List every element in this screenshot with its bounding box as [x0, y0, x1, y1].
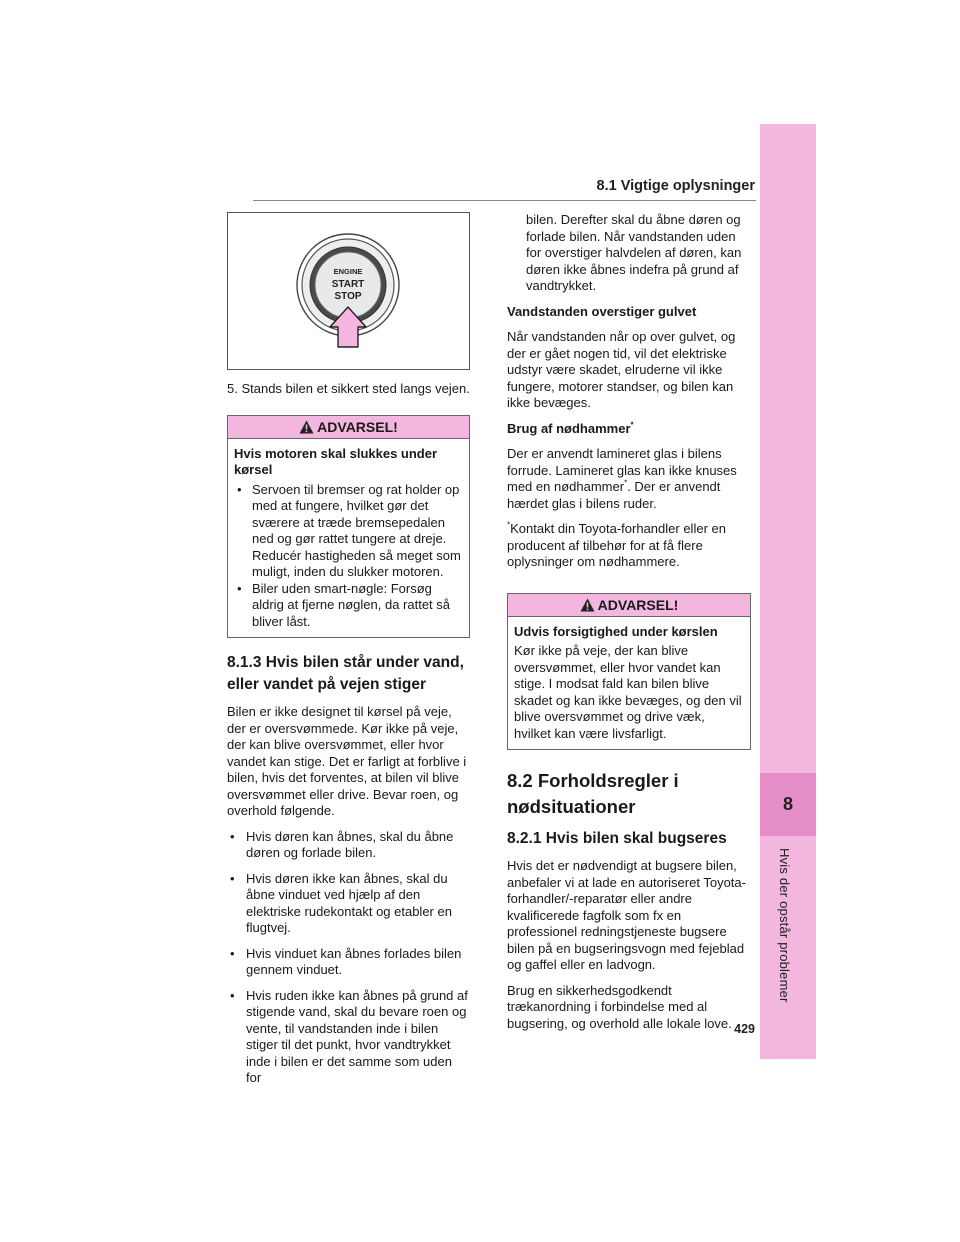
- heading-8-1-3: 8.1.3 Hvis bilen står under vand, eller vandet på vejen stiger: [227, 654, 464, 693]
- warning-item: • Biler uden smart-nøgle: Forsøg aldrig at fjerne nøglen, da rattet så bliver låst.: [234, 581, 463, 631]
- warning-header: [508, 594, 750, 617]
- header-rule: [253, 200, 756, 201]
- warning-header-label: ADVARSEL!: [317, 418, 398, 435]
- emergency-hammer-text-a: Der er anvendt lamineret glas i bilens forrude. Lamineret glas kan ikke knuses med en nødhammer: [507, 446, 737, 494]
- emergency-hammer-paragraph: [507, 446, 751, 512]
- page-number: 429: [734, 1022, 755, 1036]
- list-item: • Hvis vinduet kan åbnes forlades bilen gennem vinduet.: [227, 946, 470, 979]
- warning-list: [234, 482, 463, 631]
- warning-header: [228, 416, 469, 439]
- emergency-hammer-text-b: . Der er anvendt hærdet glas i bilens ruder.: [507, 479, 721, 511]
- footnote-mark: *: [630, 420, 634, 430]
- subheading-emergency-hammer: [507, 421, 751, 438]
- flood-bullet-list: [227, 829, 470, 1087]
- warning-box-driving-caution: [507, 593, 751, 751]
- footnote: [507, 521, 751, 571]
- heading-8-2: 8.2 Forholdsregler i nødsituationer: [507, 770, 679, 817]
- subheading-water-above-floor: Vandstanden overstiger gulvet: [507, 303, 697, 319]
- warning-title: Udvis forsigtighed under kørslen: [514, 623, 718, 639]
- button-label-engine: ENGINE: [333, 267, 363, 276]
- button-label-stop: STOP: [334, 291, 362, 302]
- right-column: [507, 212, 751, 1041]
- subheading-emergency-hammer-text: Brug af nødhammer: [507, 420, 631, 436]
- step-5: 5. Stands bilen et sikkert sted langs vejen.: [227, 381, 470, 396]
- towing-paragraph: Hvis det er nødvendigt at bugsere bilen, anbefaler vi at lade en autoriseret Toyota-forhandler/-reparatør eller andre kvalificerede fagfolk som fx en professionel redningstjeneste bugsere bilen på en bugseringsvogn med fejeblad og gaffel eller en ladvogn.: [507, 858, 746, 972]
- towing-device-paragraph: Brug en sikkerhedsgodkendt trækanordning i forbindelse med al bugsering, og overhold alle lokale love.: [507, 982, 732, 1031]
- button-label-start: START: [331, 279, 365, 290]
- water-above-floor-paragraph: Når vandstanden når op over gulvet, og der er gået nogen tid, vil det elektriske udstyr være skadet, elruderne vil ikke fungere, motorer standser, og bilen kan ikke bevæges.: [507, 329, 736, 410]
- left-column: [227, 212, 470, 1096]
- bullet-continuation: bilen. Derefter skal du åbne døren og forlade bilen. Når vandstanden uden for overstiger halvdelen af døren, kan døren ikke åbnes indefra på grund af vandtrykket.: [526, 212, 742, 293]
- list-item: • Hvis døren kan åbnes, skal du åbne døren og forlade bilen.: [227, 829, 470, 862]
- chapter-title-vertical: Hvis der opstår problemer: [777, 848, 792, 1003]
- flood-intro-paragraph: Bilen er ikke designet til kørsel på veje, der er oversvømmede. Kør ikke på veje, der kan blive oversvømmet, eller hvor vandet kan stige. Det er farligt at forblive i bilen, hvis det forventes, at bilen vil blive oversvømmet eller drive. Bevar roen, og overhold følgende.: [227, 704, 467, 818]
- warning-box-engine-off: [227, 415, 470, 639]
- list-item: • Hvis døren ikke kan åbnes, skal du åbne vinduet ved hjælp af den elektriske rudekontakt og etabler en flugtvej.: [227, 871, 470, 937]
- engine-start-stop-figure: [227, 212, 470, 370]
- list-item: • Hvis ruden ikke kan åbnes på grund af stigende vand, skal du bevare roen og vente, til vandstanden inde i bilen stiger til det punkt, hvor vandtrykket inde i bilen er det samme som uden for: [227, 988, 470, 1087]
- warning-triangle-icon: [580, 598, 595, 612]
- engine-button-illustration: [228, 213, 469, 369]
- chapter-number-tab[interactable]: 8: [760, 773, 816, 836]
- warning-item: • Servoen til bremser og rat holder op med at fungere, hvilket gør det sværere at træde bremsepedalen ned og gør rattet tungere at dreje. Reducér hastigheden så meget som muligt, inden du slukker motoren.: [234, 482, 463, 581]
- section-header: 8.1 Vigtige oplysninger: [596, 178, 755, 194]
- warning-title: Hvis motoren skal slukkes under kørsel: [234, 445, 438, 477]
- footnote-mark: *: [624, 478, 628, 488]
- warning-body-text: Kør ikke på veje, der kan blive oversvømmet, eller hvor vandet kan stige. I modsat fald kan bilen blive skadet og kan ikke bevæges, og den vil blive oversvømmet og drive væk, hvilket kan være livsfarligt.: [514, 643, 742, 741]
- warning-triangle-icon: [299, 420, 314, 434]
- heading-8-2-1: 8.2.1 Hvis bilen skal bugseres: [507, 830, 727, 847]
- warning-header-label: ADVARSEL!: [597, 596, 679, 613]
- footnote-text: Kontakt din Toyota-forhandler eller en producent af tilbehør for at få flere oplysninger om nødhammere.: [507, 521, 726, 569]
- footnote-mark: *: [507, 520, 511, 530]
